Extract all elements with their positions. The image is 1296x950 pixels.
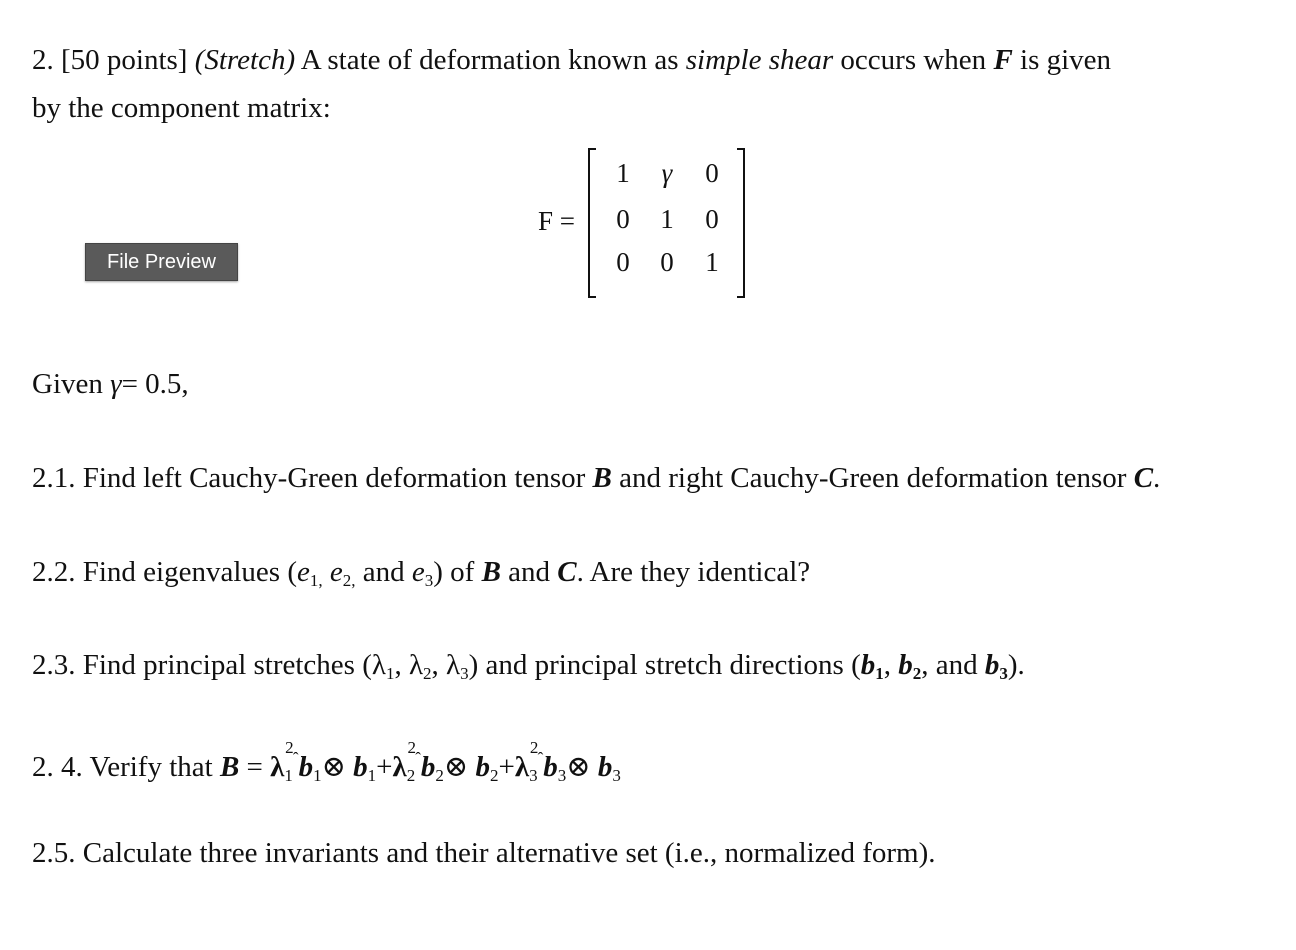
vector-sub: 3 [557, 766, 567, 785]
vector-b: b [298, 751, 314, 783]
q22-and2: and [508, 556, 551, 588]
question-number: 2. [32, 44, 54, 76]
intro-text-c: is given [1020, 44, 1112, 76]
eigen-sub: 2, [342, 571, 356, 590]
vector-sub: 1 [313, 766, 322, 785]
direction-sub: 1 [875, 664, 884, 683]
lambda-sub: 3 [529, 766, 538, 785]
otimes-symbol: ⊗ [321, 751, 346, 783]
vector-b: b [597, 751, 613, 783]
vector-sub: 2 [435, 766, 444, 785]
q22-and: and [362, 556, 405, 588]
question-2-5: 2.5. Calculate three invariants and their alternative set (i.e., normalized form). [32, 837, 936, 869]
matrix-cell: 0 [616, 247, 630, 277]
direction-b: b [860, 649, 876, 681]
matrix-label: F = [538, 206, 575, 236]
vector-b: b [543, 751, 558, 783]
lambda-symbol: λ [446, 649, 461, 681]
q23-and: and [935, 649, 978, 681]
question-2-2 [32, 558, 810, 589]
given-line [32, 370, 189, 399]
q21-end: . [1153, 462, 1161, 494]
direction-sub: 2 [912, 664, 922, 683]
otimes-symbol: ⊗ [566, 751, 591, 783]
q24-equals: = [246, 751, 263, 783]
square-sup: 2 [407, 738, 416, 757]
eigen-e: e [329, 556, 343, 588]
q23-mid: ) and principal stretch directions ( [468, 649, 861, 681]
direction-b: b [898, 649, 913, 681]
given-symbol: γ [110, 368, 122, 400]
matrix-cell: 0 [705, 158, 719, 188]
otimes-symbol: ⊗ [443, 751, 469, 783]
matrix-cell: 0 [616, 204, 630, 234]
lambda-symbol: λ [392, 751, 407, 783]
question-2-1 [32, 464, 1160, 493]
matrix-cell: 1 [616, 158, 630, 188]
intro-text-b: occurs when [840, 44, 987, 76]
caret-mark: ˆ [537, 749, 544, 768]
q24-term-2 [392, 738, 416, 783]
square-sup: 2 [529, 738, 539, 757]
file-preview-button[interactable]: File Preview [85, 243, 238, 281]
q21-tensor-c: C [1133, 462, 1154, 494]
q24-term-3 [514, 738, 539, 783]
matrix-cell: 0 [705, 204, 719, 234]
lambda-symbol: λ [514, 751, 530, 783]
matrix-cell: γ [661, 158, 673, 188]
lambda-sub: 3 [460, 664, 469, 683]
direction-sub: 3 [999, 664, 1008, 683]
lambda-sub: 1 [284, 766, 293, 785]
q22-after: ) of [433, 556, 475, 588]
plus-sign: + [376, 751, 393, 783]
direction-b: b [984, 649, 1000, 681]
q22-tensor-c: C [557, 556, 577, 588]
caret-mark: ˆ [415, 749, 421, 768]
lambda-symbol: λ [408, 649, 423, 681]
eigen-e: e [411, 556, 425, 588]
q24-term-1 [270, 738, 294, 783]
vector-sub: 2 [489, 766, 499, 785]
question-heading [32, 46, 1111, 75]
question-topic: (Stretch) [194, 44, 296, 76]
question-2-4 [32, 738, 621, 785]
vector-sub: 1 [367, 766, 377, 785]
intro-text-a: A state of deformation known as [300, 44, 679, 76]
matrix-cell: 1 [705, 247, 719, 277]
q21-prefix: 2.1. Find left Cauchy-Green deformation tensor [32, 462, 586, 494]
caret-mark: ˆ [292, 749, 299, 768]
q21-middle: and right Cauchy-Green deformation tensor [619, 462, 1127, 494]
q22-prefix: 2.2. Find eigenvalues ( [32, 556, 297, 588]
eigen-e: e [296, 556, 310, 588]
lambda-symbol: λ [371, 649, 386, 681]
matrix-right-bracket [737, 148, 745, 298]
question-points: [50 points] [61, 44, 188, 76]
q23-prefix: 2.3. Find principal stretches ( [32, 649, 372, 681]
eigen-sub: 3 [424, 571, 434, 590]
square-sup: 2 [285, 738, 294, 757]
matrix-cell: 1 [660, 204, 674, 234]
lambda-sub: 2 [423, 664, 432, 683]
lambda-symbol: λ [270, 751, 285, 783]
vector-b: b [420, 751, 436, 783]
matrix-left-bracket [588, 148, 596, 298]
plus-sign: + [498, 751, 515, 783]
vector-sub: 3 [612, 766, 621, 785]
given-value: = 0.5, [121, 368, 189, 400]
q22-tensor-b: B [481, 556, 501, 588]
question-2-3: 2.3. Find principal stretches ($\lambda_1$, $\lambda_2$, $\lambda_3$) and principal stretch directions ($b_1$, $b_2$, and $b_3$). [32, 649, 1025, 683]
q24-tensor-b: B [219, 751, 240, 783]
q24-prefix: 2. 4. Verify that [32, 751, 213, 783]
intro-emphasis: simple shear [685, 44, 834, 76]
q21-tensor-b: B [592, 462, 612, 494]
given-label: Given [32, 368, 103, 400]
intro-symbol-f: F [993, 44, 1013, 76]
eigen-sub: 1, [309, 571, 323, 590]
q22-end: . Are they identical? [576, 556, 811, 588]
q23-end: ). [1007, 649, 1025, 681]
vector-b: b [475, 751, 490, 783]
vector-b: b [353, 751, 368, 783]
question-intro-line2: by the component matrix: [32, 92, 331, 124]
lambda-sub: 1 [385, 664, 395, 683]
matrix-cell: 0 [660, 247, 674, 277]
lambda-sub: 2 [406, 766, 416, 785]
